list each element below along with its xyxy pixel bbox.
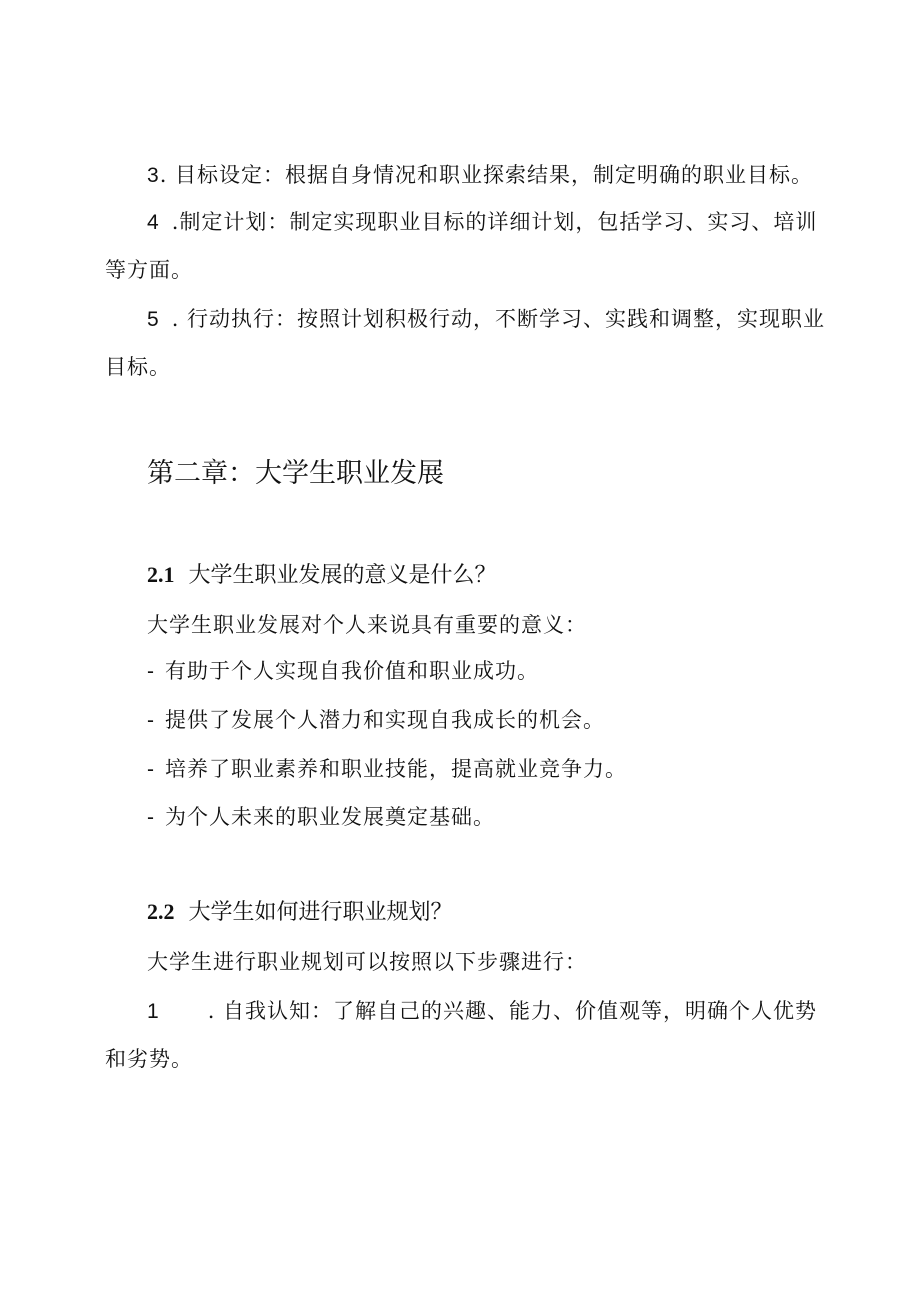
section-2-2-title: 大学生如何进行职业规划？ [188, 900, 453, 925]
section-2-1-heading [147, 560, 497, 591]
step-5-number: 5 [147, 308, 160, 331]
step-4-line [147, 208, 817, 237]
section-2-1-intro: 大学生职业发展对个人来说具有重要的意义： [147, 613, 587, 637]
step-1-line [147, 997, 817, 1026]
step-3-number: 3 [147, 164, 160, 187]
step-3-text: . 目标设定：根据自身情况和职业探索结果，制定明确的职业目标。 [159, 163, 814, 187]
bullet-item [147, 657, 539, 686]
bullet-text: 提供了发展个人潜力和实现自我成长的机会。 [165, 708, 605, 732]
bullet-marker: - [147, 806, 155, 829]
section-2-1-title: 大学生职业发展的意义是什么？ [188, 563, 497, 588]
step-5-text: . 行动执行：按照计划积极行动，不断学习、实践和调整，实现职业 [171, 307, 826, 331]
bullet-text: 有助于个人实现自我价值和职业成功。 [165, 659, 539, 683]
section-2-1-number: 2.1 [147, 562, 175, 587]
section-2-2-heading [147, 897, 453, 928]
step-1-continuation: 和劣势。 [105, 1047, 193, 1071]
bullet-item [147, 755, 627, 784]
section-2-2-number: 2.2 [147, 899, 175, 924]
chapter-title: 第二章：大学生职业发展 [147, 458, 444, 489]
step-4-continuation: 等方面。 [105, 258, 193, 282]
step-5-continuation: 目标。 [105, 355, 171, 379]
bullet-marker: - [147, 709, 155, 732]
bullet-item [147, 706, 605, 735]
step-1-text: . 自我认知：了解自己的兴趣、能力、价值观等，明确个人优势 [207, 999, 818, 1023]
bullet-marker: - [147, 660, 155, 683]
bullet-text: 为个人未来的职业发展奠定基础。 [165, 805, 495, 829]
bullet-item [147, 803, 495, 832]
bullet-marker: - [147, 758, 155, 781]
step-3-line [147, 161, 813, 190]
step-4-number: 4 [147, 211, 160, 234]
section-2-2-intro: 大学生进行职业规划可以按照以下步骤进行： [147, 950, 587, 974]
step-5-line [147, 305, 825, 334]
bullet-text: 培养了职业素养和职业技能，提高就业竞争力。 [165, 757, 627, 781]
step-1-number: 1 [147, 1000, 160, 1023]
step-4-text: .制定计划：制定实现职业目标的详细计划，包括学习、实习、培训 [171, 210, 818, 234]
